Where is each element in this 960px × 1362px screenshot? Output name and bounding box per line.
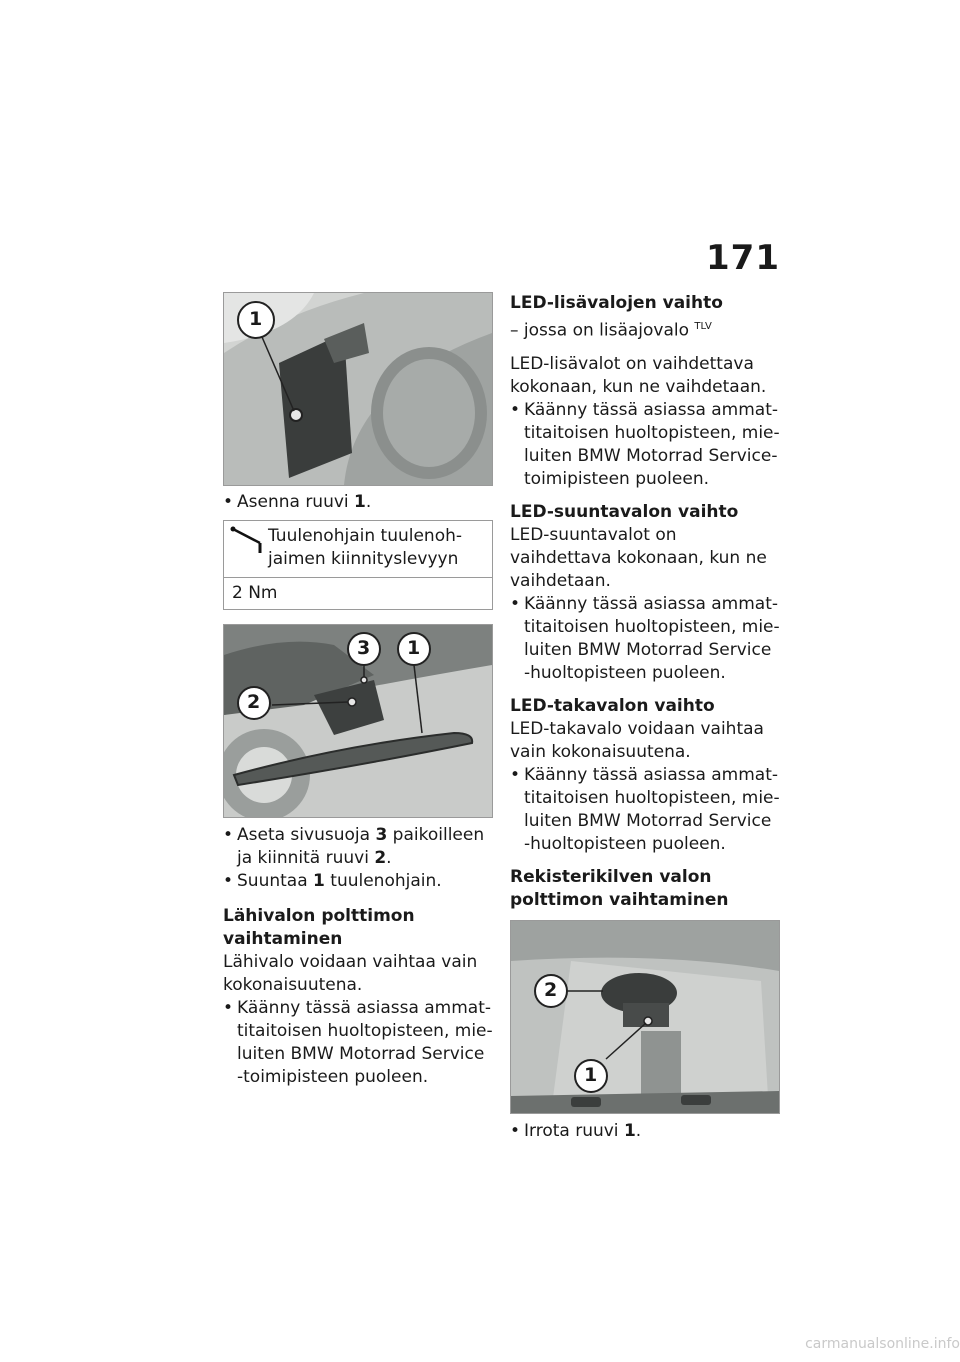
figure-windshield-callouts bbox=[223, 292, 493, 486]
callout-2: 2 bbox=[544, 978, 558, 1001]
step-install-screw bbox=[223, 491, 493, 514]
bullets-aux-lights bbox=[510, 399, 782, 491]
body-aux-lights: LED-lisävalot on vaihdettava kokonaan, kun ne vaihdetaan. bbox=[510, 353, 767, 397]
torque-wrench-icon bbox=[230, 525, 268, 571]
bullet-tail-light: • Käänny tässä asiassa ammat-titaitoisen huoltopisteen, mie-luiten BMW Motorrad Service -huoltopisteen puoleen. bbox=[510, 764, 782, 856]
bullets-tail-light bbox=[510, 764, 782, 856]
figure-plate-light-callouts bbox=[510, 920, 782, 1114]
heading-plate-light: Rekisterikilven valon polttimon vaihtaminen bbox=[510, 866, 729, 910]
page-number: 171 bbox=[706, 238, 780, 278]
right-column bbox=[510, 292, 782, 1143]
note-aux-lights: – jossa on lisäajovalo $^{TLV}$ bbox=[510, 320, 712, 341]
watermark-link[interactable]: carmanualsonline.info bbox=[805, 1336, 960, 1352]
heading-turn-signal: LED-suuntavalon vaihto bbox=[510, 501, 739, 522]
bullets-turn-signal bbox=[510, 593, 782, 685]
step-item: • Aseta sivusuoja 3 paikoilleen ja kiinnitä ruuvi 2. bbox=[223, 824, 493, 870]
torque-spec-header bbox=[224, 521, 492, 578]
bullet-lowbeam: • Käänny tässä asiassa ammat-titaitoisen huoltopisteen, mie-luiten BMW Motorrad Service -toimipisteen puoleen. bbox=[223, 997, 493, 1089]
step-remove-screw bbox=[510, 1120, 782, 1143]
callout-1: 1 bbox=[584, 1063, 598, 1086]
heading-tail-light: LED-takavalon vaihto bbox=[510, 695, 715, 716]
torque-spec-table bbox=[223, 520, 493, 610]
torque-spec-label: Tuulenohjain tuulenoh-jaimen kiinnityslevyyn bbox=[268, 526, 463, 569]
bullets-lowbeam bbox=[223, 997, 493, 1089]
callout-1: 1 bbox=[249, 308, 263, 330]
torque-spec-value: 2 Nm bbox=[232, 583, 278, 603]
callout-2: 2 bbox=[247, 691, 261, 713]
step-item: • Suuntaa 1 tuulenohjain. bbox=[223, 870, 493, 893]
figure-side-cover-callouts bbox=[223, 624, 493, 818]
bullet-aux-lights: • Käänny tässä asiassa ammat-titaitoisen huoltopisteen, mie-luiten BMW Motorrad Service-toimipisteen puoleen. bbox=[510, 399, 782, 491]
step-item: • Asenna ruuvi 1. bbox=[223, 491, 493, 514]
heading-aux-lights: LED-lisävalojen vaihto bbox=[510, 293, 723, 313]
steps-side-cover bbox=[223, 824, 493, 893]
left-column bbox=[223, 292, 493, 1089]
bullet-turn-signal: • Käänny tässä asiassa ammat-titaitoisen huoltopisteen, mie-luiten BMW Motorrad Service -huoltopisteen puoleen. bbox=[510, 593, 782, 685]
body-lowbeam: Lähivalo voidaan vaihtaa vain kokonaisuutena. bbox=[223, 952, 478, 995]
callout-3: 3 bbox=[357, 637, 371, 659]
callout-1: 1 bbox=[407, 637, 421, 659]
heading-lowbeam: Lähivalon polttimon vaihtaminen bbox=[223, 906, 415, 949]
body-turn-signal: LED-suuntavalot on vaihdettava kokonaan, kun ne vaihdetaan. bbox=[510, 524, 767, 591]
body-tail-light: LED-takavalo voidaan vaihtaa vain kokonaisuutena. bbox=[510, 718, 764, 762]
step-item: • Irrota ruuvi 1. bbox=[510, 1120, 782, 1143]
